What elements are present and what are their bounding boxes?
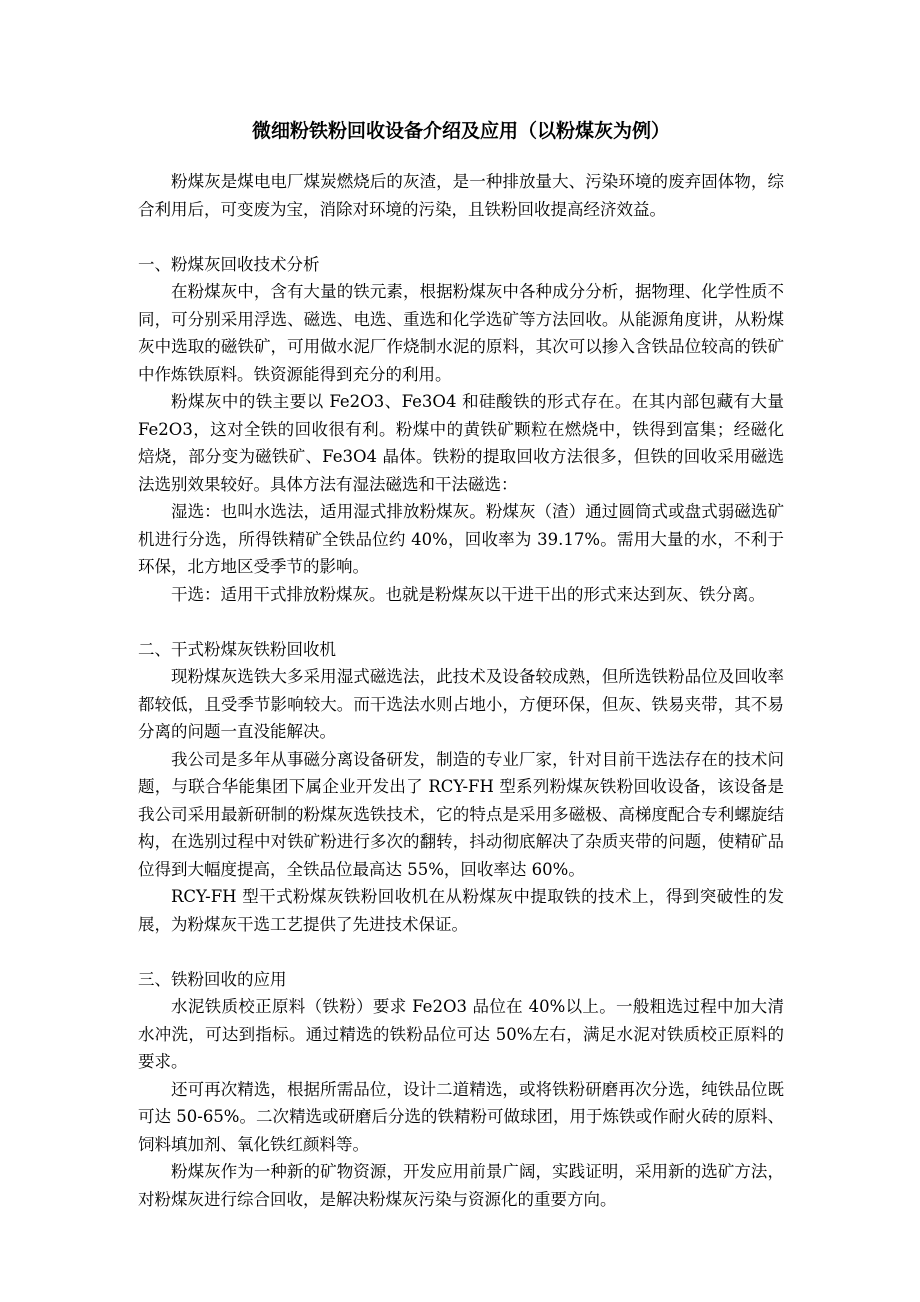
document-title: 微细粉铁粉回收设备介绍及应用（以粉煤灰为例） [251,120,670,142]
section-paragraph: 在粉煤灰中，含有大量的铁元素，根据粉煤灰中各种成分分析，据物理、化学性质不同，可分别采用浮选、磁选、电选、重选和化学选矿等方法回收。从能源角度讲，从粉煤灰中选取的磁铁矿，可用做水泥厂作烧制水泥的原料，其次可以掺入含铁品位较高的铁矿中作炼铁原料。铁资源能得到充分的利用。 [138,282,784,384]
section-heading: 二、干式粉煤灰铁粉回收机 [138,639,336,659]
section-heading: 三、铁粉回收的应用 [138,969,287,989]
section-heading: 一、粉煤灰回收技术分析 [138,254,320,274]
section-paragraph: 干选：适用干式排放粉煤灰。也就是粉煤灰以干进干出的形式来达到灰、铁分离。 [171,584,765,604]
section-1 [138,251,784,609]
section-3 [138,966,784,1214]
section-paragraph: 水泥铁质校正原料（铁粉）要求 Fe2O3 品位在 40%以上。一般粗选过程中加大清水冲洗，可达到指标。通过精选的铁粉品位可达 50%左右，满足水泥对铁质校正原料的要求。 [138,997,784,1071]
section-paragraph: 湿选：也叫水选法，适用湿式排放粉煤灰。粉煤灰（渣）通过圆筒式或盘式弱磁选矿机进行分选，所得铁精矿全铁品位约 40%，回收率为 39.17%。需用大量的水，不利于环保，北方地区受季节的影响。 [138,502,784,576]
document-page [138,118,784,1213]
section-2 [138,636,784,939]
section-paragraph: 现粉煤灰选铁大多采用湿式磁选法，此技术及设备较成熟，但所选铁粉品位及回收率都较低，且受季节影响较大。而干选法水则占地小，方便环保，但灰、铁易夹带，其不易分离的问题一直没能解决。 [138,667,784,741]
section-paragraph: 粉煤灰中的铁主要以 Fe2O3、Fe3O4 和硅酸铁的形式存在。在其内部包藏有大量 Fe2O3，这对全铁的回收很有利。粉煤中的黄铁矿颗粒在燃烧中，铁得到富集；经磁化焙烧，部分变为磁铁矿、Fe3O4 晶体。铁粉的提取回收方法很多，但铁的回收采用磁选法选别效果较好。具体方法有湿法磁选和干法磁选： [138,392,784,494]
section-paragraph: 粉煤灰作为一种新的矿物资源，开发应用前景广阔，实践证明，采用新的选矿方法，对粉煤灰进行综合回收，是解决粉煤灰污染与资源化的重要方向。 [138,1162,784,1209]
section-paragraph: RCY-FH 型干式粉煤灰铁粉回收机在从粉煤灰中提取铁的技术上，得到突破性的发展，为粉煤灰干选工艺提供了先进技术保证。 [138,887,784,934]
section-paragraph: 我公司是多年从事磁分离设备研发，制造的专业厂家，针对目前干选法存在的技术问题，与联合华能集团下属企业开发出了 RCY-FH 型系列粉煤灰铁粉回收设备，该设备是我公司采用最新研制的粉煤灰选铁技术，它的特点是采用多磁极、高梯度配合专利螺旋结构，在选别过程中对铁矿粉进行多次的翻转，抖动彻底解决了杂质夹带的问题，使精矿品位得到大幅度提高，全铁品位最高达 55%，回收率达 60%。 [138,749,784,879]
section-paragraph: 还可再次精选，根据所需品位，设计二道精选，或将铁粉研磨再次分选，纯铁品位既可达 50-65%。二次精选或研磨后分选的铁精粉可做球团，用于炼铁或作耐火砖的原料、饲料填加剂、氧化铁红颜料等。 [138,1079,784,1154]
intro-paragraph: 粉煤灰是煤电电厂煤炭燃烧后的灰渣，是一种排放量大、污染环境的废弃固体物，综合利用后，可变废为宝，消除对环境的污染，且铁粉回收提高经济效益。 [138,172,784,219]
